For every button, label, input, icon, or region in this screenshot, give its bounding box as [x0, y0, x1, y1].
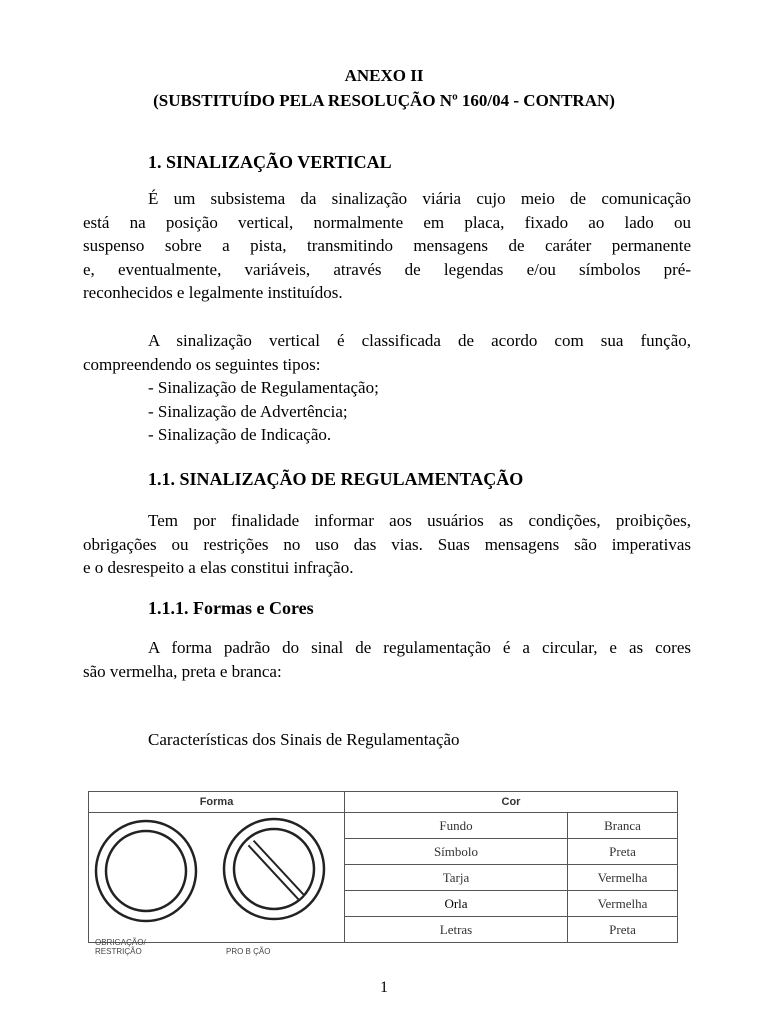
obligation-label-line2: RESTRIÇÃO: [95, 947, 142, 956]
column-header-forma: Forma: [89, 792, 345, 813]
regulation-signs-table: [88, 791, 678, 956]
sign-types-list: [148, 376, 379, 447]
list-item: - Sinalização de Indicação.: [148, 425, 332, 444]
table-cell-item: Letras: [345, 917, 568, 943]
table-cell-color: Vermelha: [568, 865, 678, 891]
table-cell-item: Fundo: [345, 813, 568, 839]
prohibition-sign-icon: [224, 819, 324, 919]
text-line: É um subsistema da sinalização viária cujo meio de comunicação: [148, 189, 691, 208]
page-number: 1: [380, 979, 388, 996]
table-cell-item: Orla: [345, 891, 568, 917]
section-1-1-1-heading: 1.1.1. Formas e Cores: [148, 598, 314, 618]
sign-shapes-drawing: [89, 813, 344, 943]
column-header-cor: Cor: [345, 792, 678, 813]
list-item: - Sinalização de Advertência;: [148, 401, 348, 421]
table-cell-item: Tarja: [345, 865, 568, 891]
text-line: A forma padrão do sinal de regulamentação é a circular, e as cores: [148, 638, 691, 657]
section-1-heading: 1. SINALIZAÇÃO VERTICAL: [148, 152, 392, 172]
table-cell-color: Vermelha: [568, 891, 678, 917]
table-cell-color: Preta: [568, 839, 678, 865]
text-line: e o desrespeito a elas constitui infração.: [83, 558, 354, 577]
text-line: e, eventualmente, variáveis, através de legendas e/ou símbolos pré-: [83, 259, 691, 279]
obligation-label-line1: OBRIGAÇÃO/: [95, 938, 146, 947]
text-line: obrigações ou restrições no uso das vias. Suas mensagens são imperativas: [83, 534, 691, 554]
table-caption: Características dos Sinais de Regulamentação: [148, 730, 460, 749]
table-cell-color: Branca: [568, 813, 678, 839]
section-1-1-heading: 1.1. SINALIZAÇÃO DE REGULAMENTAÇÃO: [148, 469, 524, 489]
text-line: suspenso sobre a pista, transmitindo mensagens de caráter permanente: [83, 236, 691, 255]
table-cell-color: Preta: [568, 917, 678, 943]
text-line: A sinalização vertical é classificada de acordo com sua função,: [148, 331, 691, 350]
text-line: Tem por finalidade informar aos usuários as condições, proibições,: [148, 511, 691, 530]
text-line: está na posição vertical, normalmente em placa, fixado ao lado ou: [83, 212, 691, 232]
obligation-label: [95, 938, 146, 956]
shapes-cell: [89, 813, 345, 956]
obligation-sign-icon: [96, 821, 196, 921]
table-cell-item: Símbolo: [345, 839, 568, 865]
text-line: reconhecidos e legalmente instituídos.: [83, 283, 343, 302]
list-item: - Sinalização de Regulamentação;: [148, 378, 379, 397]
text-line: compreendendo os seguintes tipos:: [83, 354, 321, 374]
annex-subtitle: (SUBSTITUÍDO PELA RESOLUÇÃO Nº 160/04 - CONTRAN): [153, 91, 615, 110]
section-1-1-1-paragraph: [83, 636, 691, 683]
annex-title: ANEXO II: [344, 66, 424, 85]
text-line: são vermelha, preta e branca:: [83, 661, 282, 681]
prohibition-label: PRO B ÇÃO: [226, 947, 271, 956]
section-1-paragraph-1: [83, 187, 691, 305]
section-1-paragraph-2: [83, 329, 691, 376]
section-1-1-paragraph: [83, 509, 691, 580]
